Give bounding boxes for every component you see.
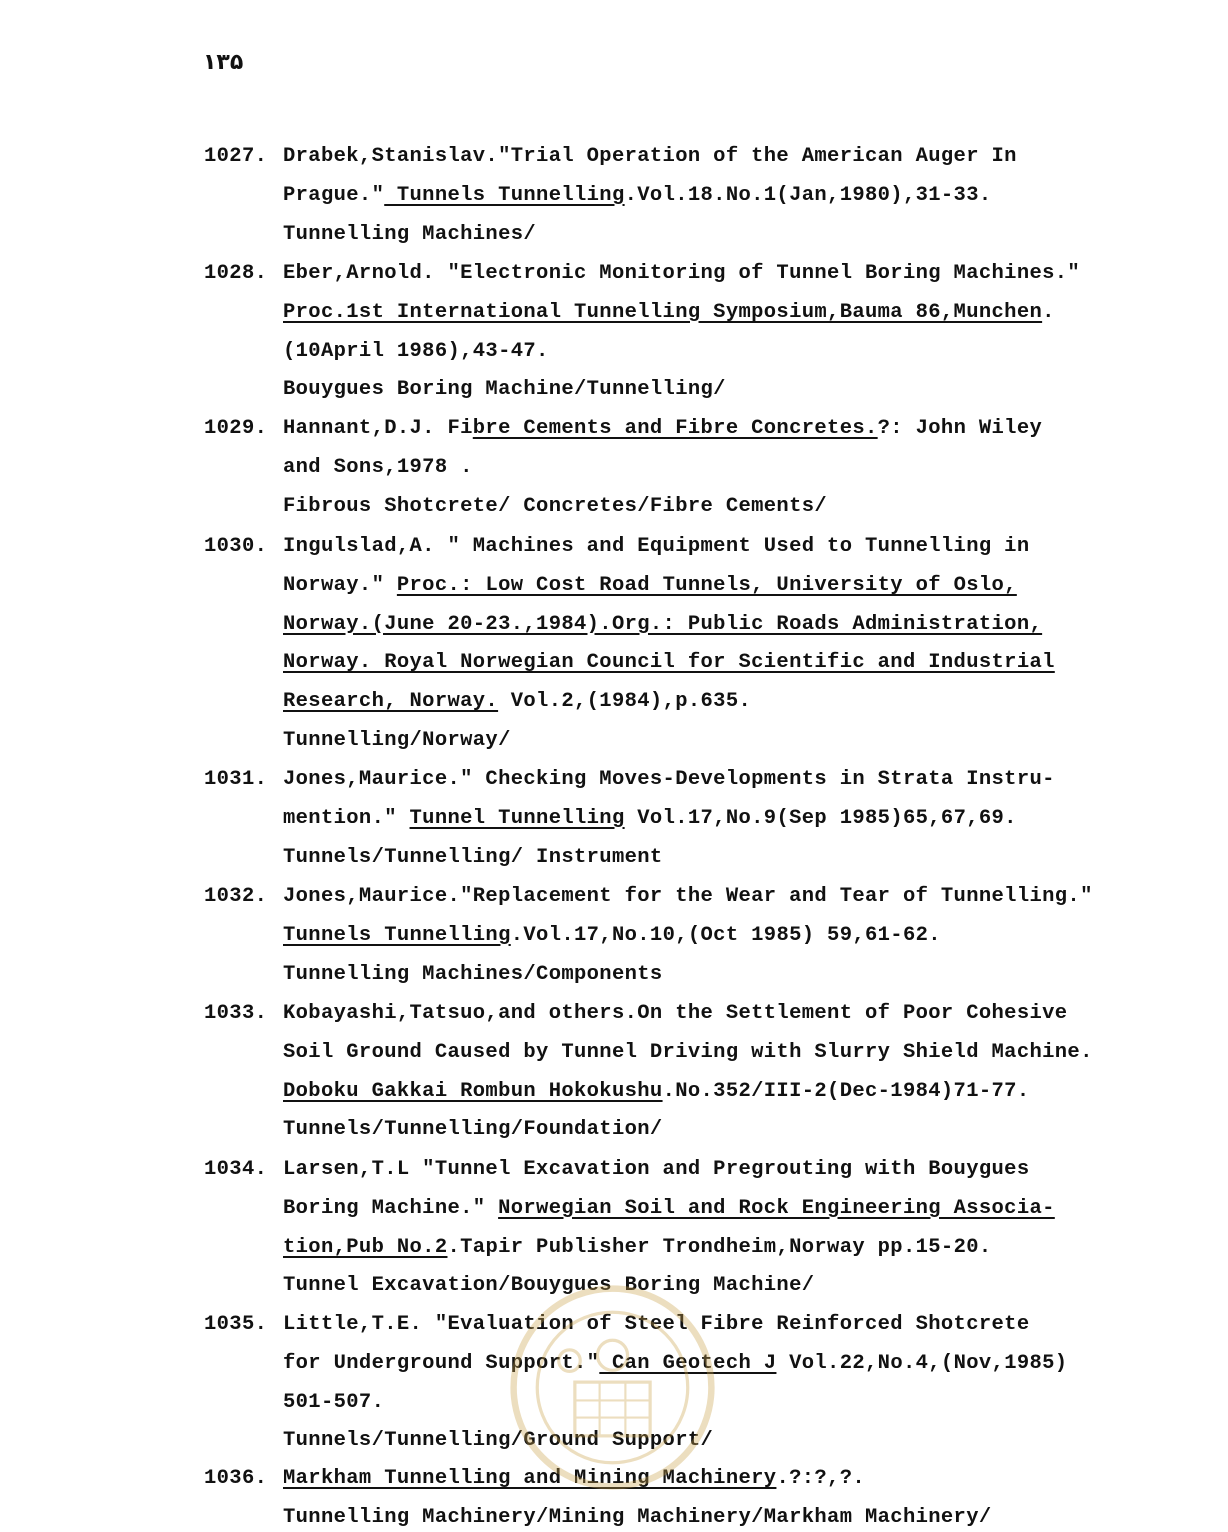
underlined-title: Norway.(June 20-23.,1984).Org.: Public Roads Administration, — [283, 612, 1043, 636]
entry-number: 1031. — [204, 768, 268, 791]
underlined-title: bre Cements and Fibre Concretes. — [472, 417, 878, 440]
citation-text: Hannant,D.J. Fi — [283, 417, 473, 440]
citation-text: Tunnelling Machinery/Mining Machinery/Markham Machinery/ — [283, 1505, 992, 1529]
underlined-title: Tunnels Tunnelling — [384, 183, 625, 207]
entry-line — [283, 885, 1093, 909]
entry-line — [283, 651, 1055, 675]
entry-line — [283, 1429, 713, 1453]
entry-line — [283, 417, 1042, 441]
citation-text: Fibrous Shotcrete/ Concretes/Fibre Cements/ — [283, 494, 828, 518]
entry-line — [283, 1080, 1029, 1104]
entry-line — [283, 535, 1029, 559]
citation-text: and Sons,1978 . — [283, 455, 473, 479]
citation-text: .Vol.18.No.1(Jan,1980),31-33. — [624, 183, 992, 207]
entry-line — [283, 1391, 384, 1415]
citation-text: Little,T.E. "Evaluation of Steel Fibre Reinforced Shotcrete — [283, 1313, 1030, 1336]
entry-line — [283, 495, 827, 519]
page-number: ١٣۵ — [203, 50, 244, 75]
citation-text: Drabek,Stanislav."Trial Operation of the American Auger In — [283, 145, 1017, 168]
entry-line — [283, 340, 549, 364]
entry-line — [283, 1313, 1029, 1337]
citation-text: Tunnels/Tunnelling/Ground Support/ — [283, 1429, 714, 1453]
citation-text: Vol.2,(1984),p.635. — [498, 690, 752, 714]
citation-text: .Vol.17,No.10,(Oct 1985) 59,61-62. — [510, 923, 941, 947]
citation-text: Ingulslad,A. " Machines and Equipment Used to Tunnelling in — [283, 535, 1030, 558]
entry-number: 1030. — [204, 535, 268, 558]
underlined-title: Norway. Royal Norwegian Council for Scientific and Industrial — [283, 651, 1055, 675]
entry-number: 1035. — [204, 1313, 268, 1336]
entry-line — [283, 262, 1080, 286]
citation-text: Tunnelling/Norway/ — [283, 729, 511, 752]
citation-text: Jones,Maurice."Replacement for the Wear and Tear of Tunnelling." — [283, 885, 1093, 908]
citation-text: Tunnelling Machines/Components — [283, 962, 663, 986]
citation-text: Prague." — [283, 183, 385, 207]
entry-line — [283, 1158, 1029, 1182]
entry-line — [283, 807, 1017, 831]
entry-line — [283, 1467, 865, 1491]
entry-line — [283, 729, 511, 753]
citation-text: Larsen,T.L "Tunnel Excavation and Pregrouting with Bouygues — [283, 1158, 1030, 1181]
entry-number: 1036. — [204, 1467, 268, 1490]
entry-line — [283, 963, 663, 987]
citation-text: .No.352/III-2(Dec-1984)71-77. — [662, 1079, 1030, 1103]
citation-text: .?:?,?. — [776, 1467, 866, 1490]
entry-line — [283, 1352, 1067, 1376]
citation-text: Norway." — [283, 573, 397, 597]
entry-number: 1033. — [204, 1002, 268, 1025]
underlined-title: Doboku Gakkai Rombun Hokokushu — [283, 1079, 663, 1103]
citation-text: . — [1042, 300, 1055, 324]
entry-line — [283, 1002, 1067, 1026]
citation-text: Tunnel Excavation/Bouygues Boring Machine/ — [283, 1274, 815, 1298]
underlined-title: Tunnels Tunnelling — [283, 923, 511, 947]
entry-line — [283, 378, 726, 402]
entry-line — [283, 613, 1042, 637]
entry-number: 1032. — [204, 885, 268, 908]
entry-number: 1028. — [204, 262, 268, 285]
underlined-title: Tunnel Tunnelling — [409, 806, 625, 830]
entry-line — [283, 846, 663, 870]
citation-text: Eber,Arnold. "Electronic Monitoring of Tunnel Boring Machines." — [283, 262, 1081, 285]
citation-text: ?: John Wiley — [877, 417, 1043, 440]
underlined-title: tion,Pub No.2 — [283, 1235, 448, 1259]
citation-text: (10April 1986),43-47. — [283, 339, 549, 363]
entry-line — [283, 1118, 663, 1142]
entry-number: 1034. — [204, 1158, 268, 1181]
entry-number: 1027. — [204, 145, 268, 168]
entry-line — [283, 184, 992, 208]
citation-text: Boring Machine." — [283, 1196, 499, 1220]
entry-line — [283, 145, 1017, 169]
citation-text: Kobayashi,Tatsuo,and others.On the Settlement of Poor Cohesive — [283, 1002, 1068, 1025]
citation-text: 501-507. — [283, 1390, 385, 1414]
citation-text: .Tapir Publisher Trondheim,Norway pp.15-20. — [447, 1235, 992, 1259]
underlined-title: Norwegian Soil and Rock Engineering Associa- — [498, 1196, 1055, 1220]
entry-line — [283, 1197, 1055, 1221]
entry-line — [283, 1041, 1093, 1065]
entry-line — [283, 768, 1055, 792]
citation-text: Vol.22,No.4,(Nov,1985) — [776, 1351, 1068, 1375]
underlined-title: Proc.: Low Cost Road Tunnels, University of Oslo, — [396, 573, 1017, 597]
citation-text: Tunnels/Tunnelling/Foundation/ — [283, 1118, 663, 1142]
citation-text: Soil Ground Caused by Tunnel Driving with Slurry Shield Machine. — [283, 1040, 1093, 1064]
entry-line — [283, 690, 751, 714]
citation-text: for Underground Support." — [283, 1351, 600, 1375]
entry-line — [283, 1236, 992, 1260]
citation-text: Vol.17,No.9(Sep 1985)65,67,69. — [624, 806, 1017, 830]
citation-text: Tunnelling Machines/ — [283, 222, 537, 246]
entry-line — [283, 1506, 992, 1530]
underlined-title: Can Geotech J — [599, 1351, 777, 1375]
underlined-title: Proc.1st International Tunnelling Symposium,Bauma 86,Munchen — [283, 300, 1043, 324]
entry-line — [283, 574, 1017, 598]
underlined-title: Research, Norway. — [283, 690, 499, 714]
underlined-title: Markham Tunnelling and Mining Machinery — [283, 1467, 777, 1490]
entry-line — [283, 223, 536, 247]
entry-line — [283, 301, 1055, 325]
citation-text: mention." — [283, 806, 410, 830]
entry-line — [283, 456, 473, 480]
entry-line — [283, 1274, 814, 1298]
entry-line — [283, 924, 941, 948]
citation-text: Jones,Maurice." Checking Moves-Developments in Strata Instru- — [283, 768, 1055, 791]
entry-number: 1029. — [204, 417, 268, 440]
citation-text: Bouygues Boring Machine/Tunnelling/ — [283, 378, 726, 402]
citation-text: Tunnels/Tunnelling/ Instrument — [283, 845, 663, 869]
